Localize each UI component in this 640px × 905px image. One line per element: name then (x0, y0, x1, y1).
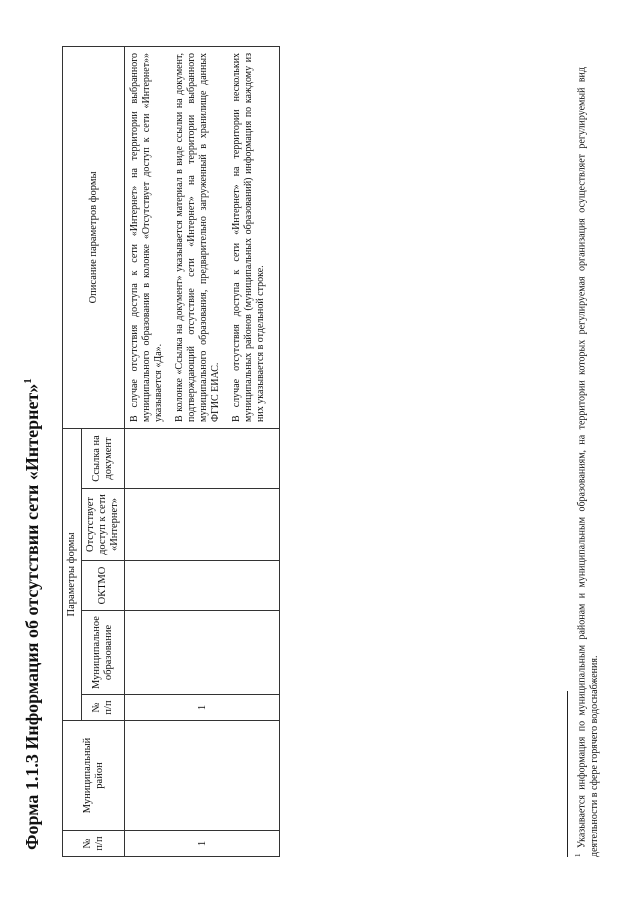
row-municipality-cell (125, 611, 280, 695)
header-sub-no: № п/п (82, 695, 125, 721)
footnote-text: Указывается информация по муниципальным районам и муниципальным образованиям, на территории которых регулируемая организация осуществляет регулируемый вид деятельности в сфере горячего водоснабжения. (576, 67, 600, 857)
form-parameters-table (62, 46, 280, 857)
row-sub-no-cell: 1 (125, 695, 280, 721)
form-title-text: Форма 1.1.3 Информация об отсутствии сети «Интернет» (22, 383, 42, 850)
header-oktmo: ОКТМО (82, 561, 125, 611)
form-title (22, 378, 43, 850)
header-no-internet: Отсутствует доступ к сети «Интернет» (82, 489, 125, 561)
footnote (574, 67, 601, 857)
title-footnote-marker: 1 (22, 378, 34, 384)
table-header-row-1 (63, 46, 82, 856)
footnote-separator (567, 691, 568, 857)
header-district: Муниципальный район (63, 721, 125, 831)
row-doc-link-cell (125, 428, 280, 488)
description-paragraph-3: В случае отсутствия доступа к сети «Интернет» на территории нескольких муниципальных районов (муниципальных образований) информация по каждому из них указывается в отдельной строке. (231, 52, 267, 422)
header-no: № п/п (63, 831, 125, 857)
description-paragraph-2: В колонке «Ссылка на документ» указывается материал в виде ссылки на документ, подтверждающий отсутствие сети «Интернет» на территории выбранного муниципального образования, предварительно загруженный в хранилище данных ФГИС ЕИАС. (174, 52, 222, 422)
row-no-cell: 1 (125, 831, 280, 857)
description-paragraph-1: В случае отсутствия доступа к сети «Интернет» на территории выбранного муниципального образования в колонке «Отсутствует доступ к сети «Интернет»» указывается «Да». (129, 52, 165, 422)
table-row (125, 46, 280, 856)
header-form-parameters: Параметры формы (63, 428, 82, 720)
row-district-cell (125, 721, 280, 831)
header-description: Описание параметров формы (63, 46, 125, 428)
description-cell (125, 46, 280, 428)
row-oktmo-cell (125, 561, 280, 611)
row-no-internet-cell (125, 489, 280, 561)
footnote-marker: 1 (574, 853, 582, 857)
header-municipality: Муниципальное образование (82, 611, 125, 695)
header-doc-link: Ссылка на документ (82, 428, 125, 488)
